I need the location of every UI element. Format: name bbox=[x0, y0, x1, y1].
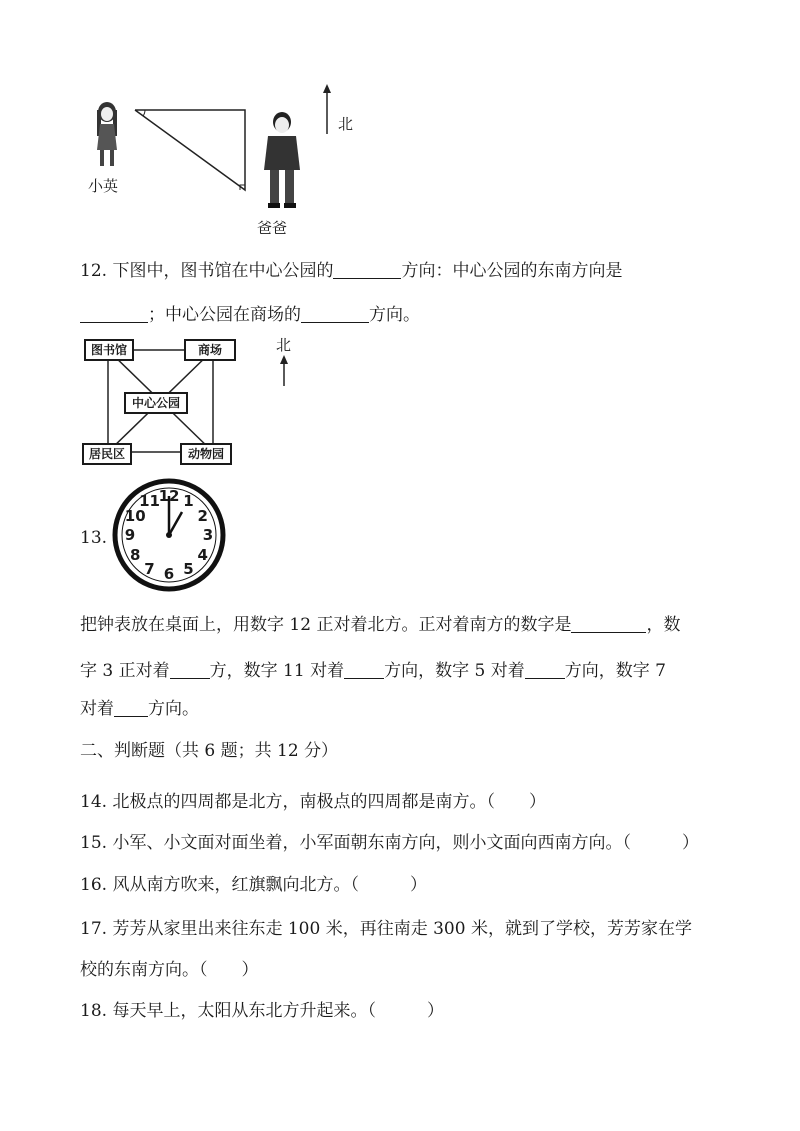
map-library: 图书馆 bbox=[84, 339, 134, 361]
question-14: 14. 北极点的四周都是北方，南极点的四周都是南方。（ ） bbox=[80, 792, 546, 812]
answer-blank[interactable] bbox=[114, 699, 148, 717]
answer-blank[interactable] bbox=[525, 661, 565, 679]
clock-numeral: 12 bbox=[158, 487, 180, 505]
question-18: 18. 每天早上，太阳从东北方升起来。（ ） bbox=[80, 1001, 444, 1021]
q12-line2 bbox=[80, 300, 420, 325]
q13-line2 bbox=[80, 656, 666, 681]
map-park: 中心公园 bbox=[124, 392, 188, 414]
clock-numeral: 8 bbox=[130, 545, 141, 564]
q13-text-e: 方向，数字 5 对着 bbox=[384, 661, 525, 681]
direction-triangle bbox=[130, 105, 255, 195]
q13-text-h: 方向。 bbox=[148, 699, 199, 719]
map-residential: 居民区 bbox=[82, 443, 132, 465]
answer-blank[interactable] bbox=[344, 661, 384, 679]
question-17-line2: 校的东南方向。（ ） bbox=[80, 960, 259, 980]
q13-text-d: 方，数字 11 对着 bbox=[209, 661, 345, 681]
clock-numeral: 9 bbox=[124, 526, 136, 544]
dad-label: 爸爸 bbox=[257, 219, 288, 237]
clock-numeral: 3 bbox=[202, 526, 214, 544]
clock-numeral: 11 bbox=[139, 492, 160, 511]
question-15: 15. 小军、小文面对面坐着，小军面朝东南方向，则小文面向西南方向。（ ） bbox=[80, 833, 699, 853]
map-north-label: 北 bbox=[276, 336, 292, 354]
question-17-line1: 17. 芳芳从家里出来往东走 100 米，再往南走 300 米，就到了学校，芳芳家在学 bbox=[80, 919, 692, 939]
q13-text-a: 把钟表放在桌面上，用数字 12 正对着北方。正对着南方的数字是 bbox=[80, 615, 572, 635]
q13-text-f: 方向，数字 7 bbox=[564, 661, 666, 681]
q13-text-g: 对着 bbox=[80, 699, 114, 719]
q13-text-b: ，数 bbox=[646, 615, 681, 635]
answer-blank[interactable] bbox=[301, 305, 369, 323]
answer-blank[interactable] bbox=[571, 615, 646, 633]
clock-numeral: 7 bbox=[144, 559, 155, 578]
clock-numeral: 4 bbox=[197, 545, 208, 564]
clock bbox=[112, 478, 226, 592]
q12-text-b: 方向：中心公园的东南方向是 bbox=[401, 261, 623, 281]
q13-line3 bbox=[80, 694, 199, 719]
clock-numeral: 1 bbox=[183, 492, 194, 511]
q12-text-a: 12. 下图中，图书馆在中心公园的 bbox=[80, 261, 334, 281]
answer-blank[interactable] bbox=[333, 261, 401, 279]
section2-title: 二、判断题（共 6 题；共 12 分） bbox=[80, 741, 339, 761]
clock-numeral: 10 bbox=[124, 506, 146, 525]
map-north-arrow-icon bbox=[277, 355, 291, 387]
girl-label: 小英 bbox=[88, 177, 119, 195]
girl-figure bbox=[87, 100, 127, 170]
q12-line1 bbox=[80, 256, 622, 281]
north-label: 北 bbox=[338, 115, 354, 133]
clock-numeral: 5 bbox=[183, 559, 194, 578]
figure-q11 bbox=[80, 80, 380, 240]
q12-text-c: ；中心公园在商场的 bbox=[148, 305, 301, 325]
q13-text-c: 字 3 正对着 bbox=[80, 661, 170, 681]
answer-blank[interactable] bbox=[80, 305, 148, 323]
north-arrow-icon bbox=[320, 84, 334, 136]
clock-numeral: 2 bbox=[197, 506, 208, 525]
map-zoo: 动物园 bbox=[180, 443, 232, 465]
clock-numeral: 6 bbox=[163, 565, 175, 583]
q12-text-d: 方向。 bbox=[369, 305, 420, 325]
map-mall: 商场 bbox=[184, 339, 236, 361]
question-16: 16. 风从南方吹来，红旗飘向北方。（ ） bbox=[80, 875, 427, 895]
dad-figure bbox=[258, 110, 306, 210]
answer-blank[interactable] bbox=[170, 661, 210, 679]
q13-number: 13. bbox=[80, 528, 108, 548]
q13-line1 bbox=[80, 610, 680, 635]
